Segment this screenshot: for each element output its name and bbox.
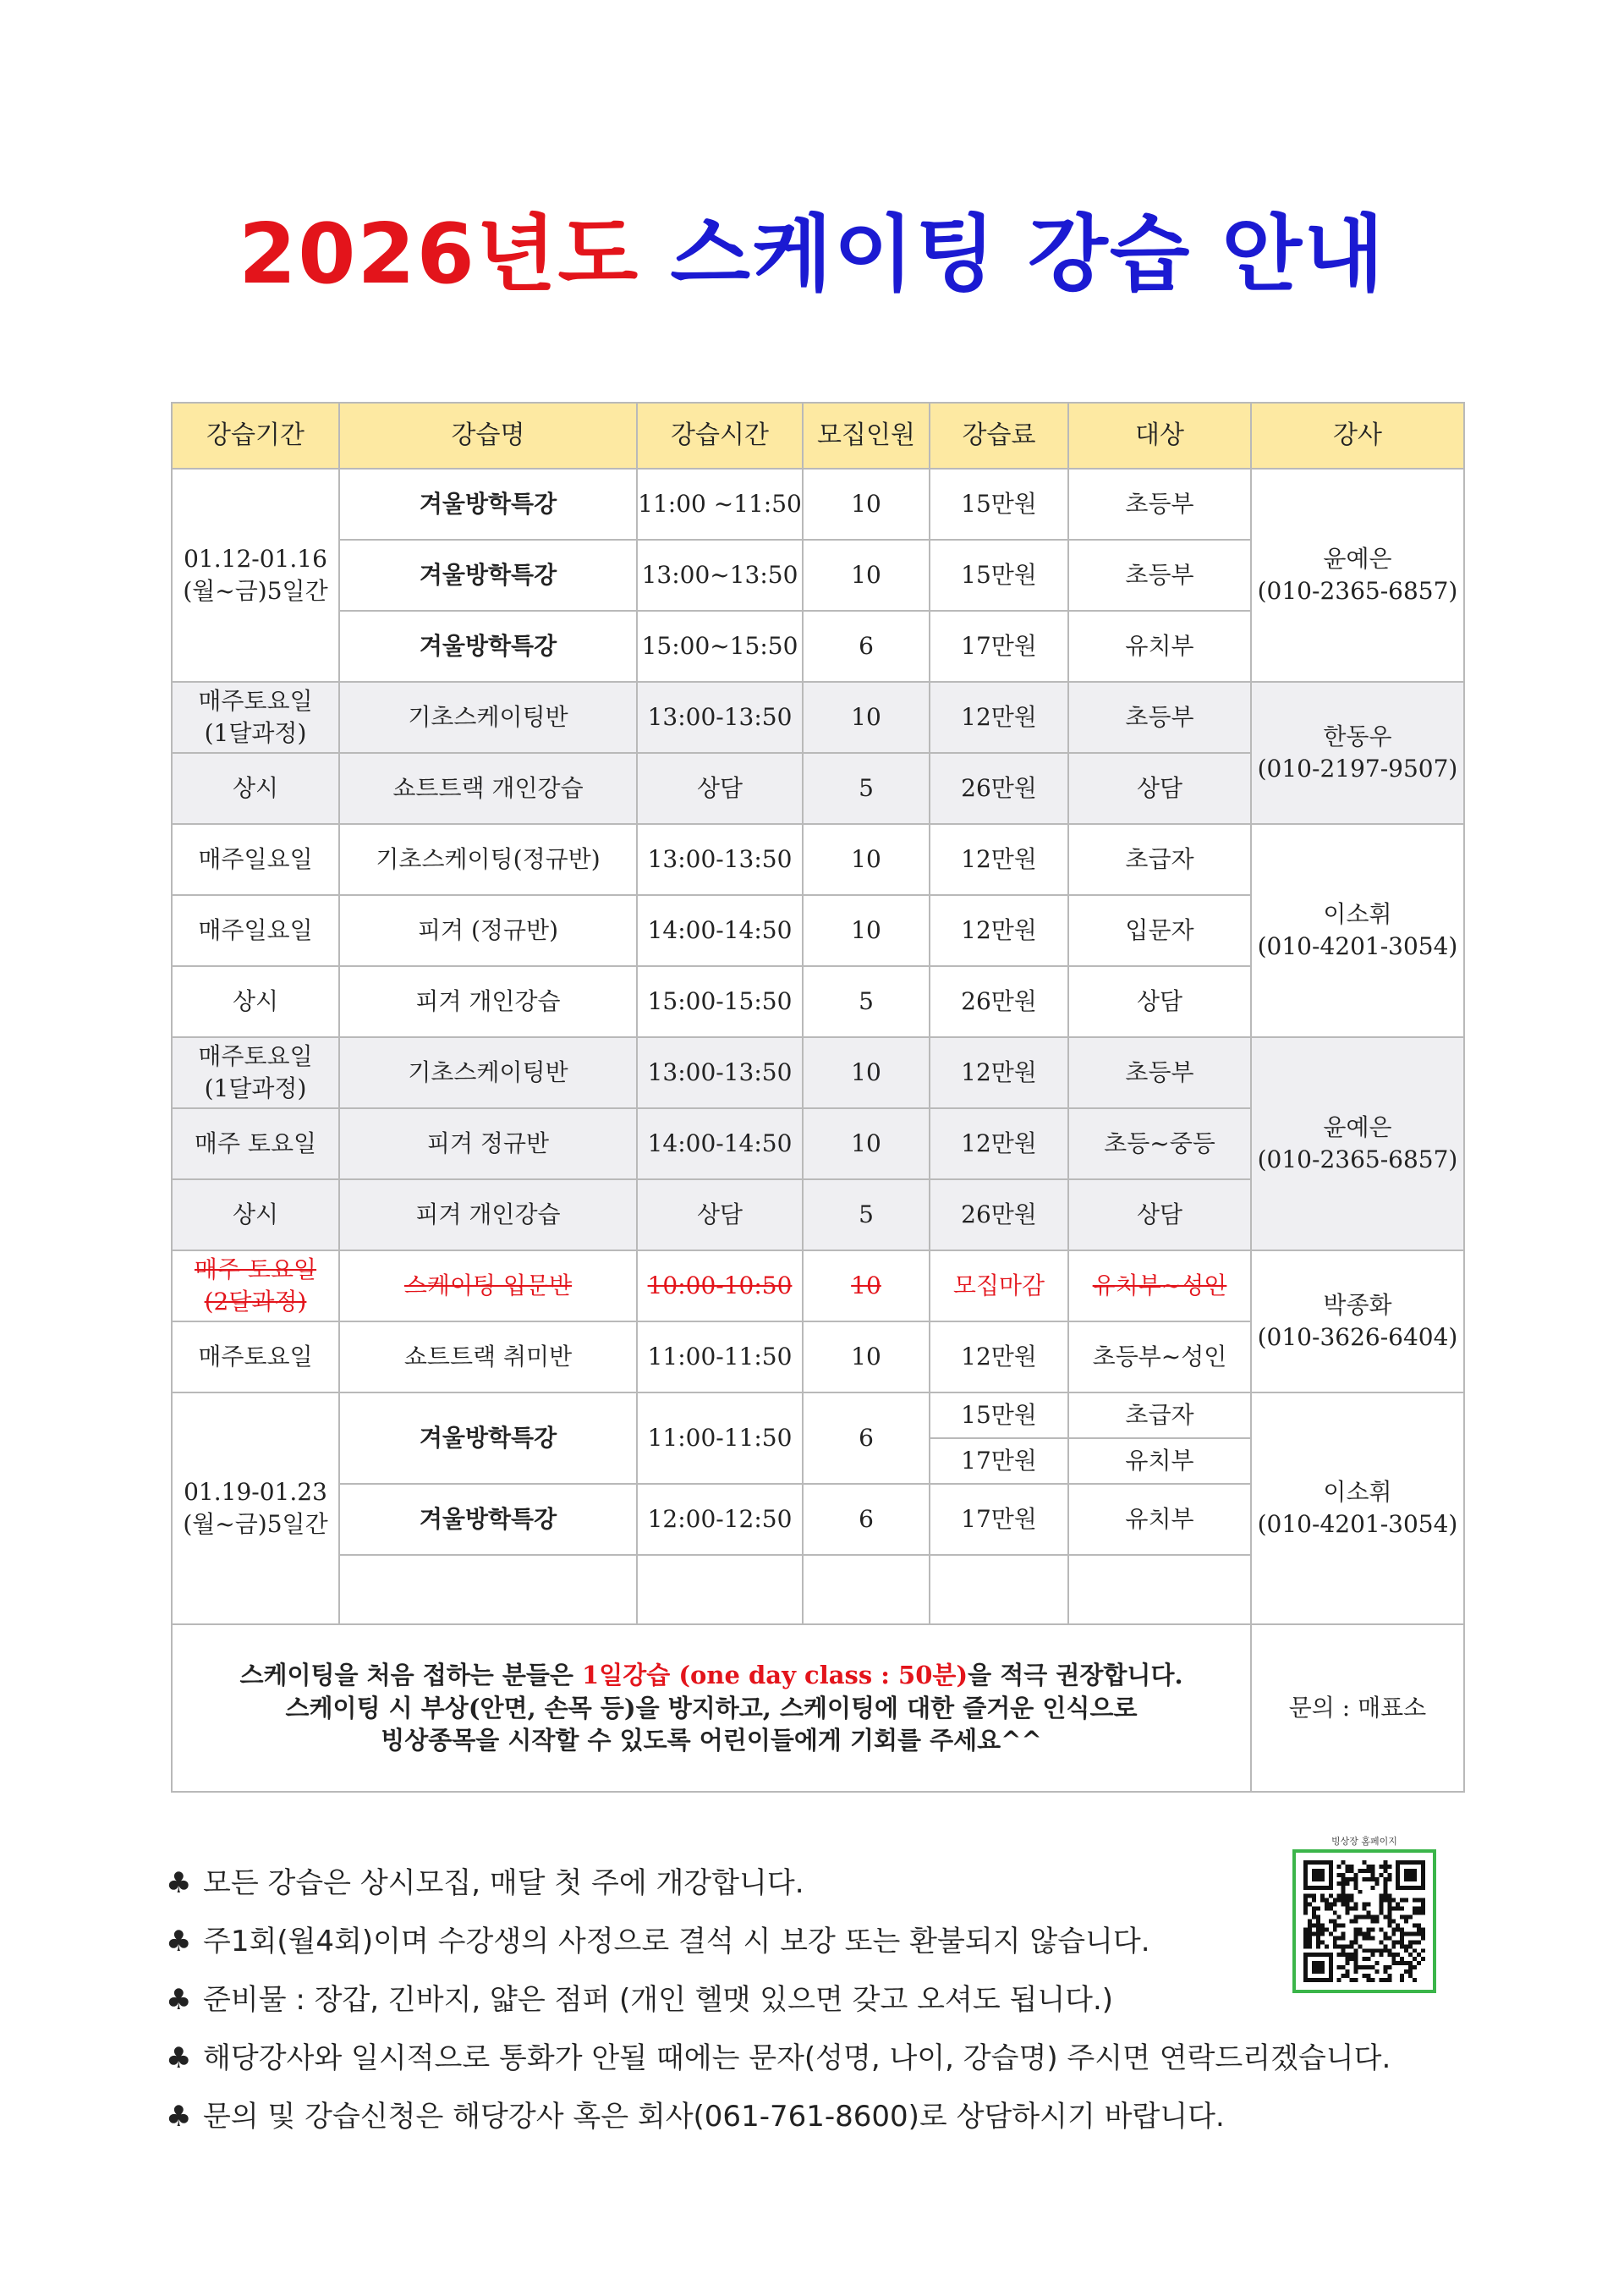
header-cell: 강습기간 xyxy=(172,403,339,469)
fee-cell: 15만원 xyxy=(930,540,1068,611)
period-cell xyxy=(172,1392,339,1624)
empty-cell xyxy=(803,1555,930,1624)
instructor-name: 박종화 xyxy=(1323,1291,1392,1320)
note-item xyxy=(166,2088,1451,2146)
notice-cell xyxy=(172,1624,1251,1792)
instructor-cell xyxy=(1251,469,1464,682)
period-cell: 매주일요일 xyxy=(172,824,339,895)
class-name-cell: 피겨 개인강습 xyxy=(339,1179,637,1250)
instructor-cell xyxy=(1251,1250,1464,1392)
time-cell: 상담 xyxy=(637,753,803,824)
note-item xyxy=(166,1854,1451,1913)
time-cell: 12:00-12:50 xyxy=(637,1484,803,1555)
note-text: 주1회(월4회)이며 수강생의 사정으로 결석 시 보강 또는 환불되지 않습니다. xyxy=(203,1925,1150,1958)
class-name-cell: 스케이팅 입문반 xyxy=(339,1250,637,1321)
target-cell: 입문자 xyxy=(1068,895,1251,966)
instructor-phone: (010-4201-3054) xyxy=(1257,932,1458,960)
period-text: 매주 토요일 xyxy=(194,1255,317,1284)
class-name-cell: 기초스케이팅반 xyxy=(339,682,637,753)
instructor-phone: (010-4201-3054) xyxy=(1257,1510,1458,1538)
time-cell: 11:00 ~11:50 xyxy=(637,469,803,540)
note-text: 모든 강습은 상시모집, 매달 첫 주에 개강합니다. xyxy=(203,1866,804,1900)
count-cell: 5 xyxy=(803,966,930,1037)
target-cell: 초등부 xyxy=(1068,540,1251,611)
target-cell: 초등~중등 xyxy=(1068,1108,1251,1179)
period-text: 매주토요일 xyxy=(198,1042,313,1071)
schedule-table xyxy=(171,402,1465,1793)
table-row xyxy=(172,469,1464,540)
period-text: 01.19-01.23 xyxy=(184,1478,327,1507)
count-cell: 5 xyxy=(803,1179,930,1250)
time-cell: 11:00-11:50 xyxy=(637,1321,803,1392)
class-name-cell: 피겨 (정규반) xyxy=(339,895,637,966)
table-header-row xyxy=(172,403,1464,469)
count-cell: 10 xyxy=(803,1321,930,1392)
fee-cell: 17만원 xyxy=(930,1484,1068,1555)
period-text: (1달과정) xyxy=(204,719,307,747)
count-cell: 10 xyxy=(803,682,930,753)
note-item xyxy=(166,1971,1451,2030)
instructor-phone: (010-2365-6857) xyxy=(1257,1145,1458,1173)
instructor-phone: (010-2365-6857) xyxy=(1257,577,1458,605)
table-row xyxy=(172,1037,1464,1108)
period-cell xyxy=(172,469,339,682)
fee-cell: 26만원 xyxy=(930,753,1068,824)
count-cell: 6 xyxy=(803,1392,930,1484)
time-cell: 13:00-13:50 xyxy=(637,824,803,895)
notice-text: 스케이팅을 처음 접하는 분들은 xyxy=(239,1661,583,1690)
table-row xyxy=(172,682,1464,753)
fee-cell: 12만원 xyxy=(930,1108,1068,1179)
club-bullet-icon: ♣ xyxy=(166,1866,192,1900)
fee-cell: 15만원 xyxy=(930,1392,1068,1438)
count-cell: 10 xyxy=(803,895,930,966)
target-cell: 상담 xyxy=(1068,1179,1251,1250)
qr-frame[interactable] xyxy=(1292,1849,1436,1993)
count-cell: 10 xyxy=(803,1108,930,1179)
qr-block xyxy=(1292,1834,1436,1993)
notice-text: 을 적극 권장합니다. xyxy=(968,1661,1183,1690)
period-text: (2달과정) xyxy=(204,1288,307,1316)
class-name-cell: 겨울방학특강 xyxy=(339,540,637,611)
title-name: 스케이팅 강습 안내 xyxy=(670,206,1385,303)
empty-cell xyxy=(339,1555,637,1624)
class-name-cell: 겨울방학특강 xyxy=(339,469,637,540)
class-name-cell: 기초스케이팅(정규반) xyxy=(339,824,637,895)
target-cell: 초등부~성인 xyxy=(1068,1321,1251,1392)
class-name-cell: 겨울방학특강 xyxy=(339,1392,637,1484)
club-bullet-icon: ♣ xyxy=(166,1925,192,1958)
class-name-cell: 쇼트트랙 개인강습 xyxy=(339,753,637,824)
period-text: (월~금)5일간 xyxy=(183,577,328,605)
qr-code-icon[interactable] xyxy=(1303,1860,1425,1982)
title-year: 2026년도 xyxy=(239,206,640,303)
fee-cell: 17만원 xyxy=(930,611,1068,682)
time-cell: 13:00-13:50 xyxy=(637,1037,803,1108)
time-cell: 13:00~13:50 xyxy=(637,540,803,611)
period-cell: 상시 xyxy=(172,1179,339,1250)
period-cell: 상시 xyxy=(172,966,339,1037)
instructor-cell xyxy=(1251,1392,1464,1624)
period-cell: 매주 토요일 xyxy=(172,1108,339,1179)
club-bullet-icon: ♣ xyxy=(166,2041,192,2075)
fee-cell: 12만원 xyxy=(930,895,1068,966)
instructor-name: 이소휘 xyxy=(1323,900,1392,929)
header-cell: 강습시간 xyxy=(637,403,803,469)
table-row xyxy=(172,824,1464,895)
period-cell xyxy=(172,1250,339,1321)
header-cell: 강습명 xyxy=(339,403,637,469)
club-bullet-icon: ♣ xyxy=(166,1983,192,2017)
period-text: 매주토요일 xyxy=(198,687,313,716)
time-cell: 14:00-14:50 xyxy=(637,895,803,966)
empty-cell xyxy=(930,1555,1068,1624)
class-name-cell: 겨울방학특강 xyxy=(339,611,637,682)
instructor-phone: (010-2197-9507) xyxy=(1257,755,1458,783)
fee-cell: 17만원 xyxy=(930,1438,1068,1484)
class-name-cell: 피겨 정규반 xyxy=(339,1108,637,1179)
instructor-name: 윤예은 xyxy=(1323,1113,1392,1142)
instructor-name: 한동우 xyxy=(1323,722,1392,751)
notice-text: 스케이팅 시 부상(안면, 손목 등)을 방지하고, 스케이팅에 대한 즐거운 인식으로 xyxy=(285,1693,1138,1722)
count-cell: 10 xyxy=(803,469,930,540)
time-cell: 15:00-15:50 xyxy=(637,966,803,1037)
fee-cell: 26만원 xyxy=(930,1179,1068,1250)
count-cell: 6 xyxy=(803,611,930,682)
count-cell: 10 xyxy=(803,824,930,895)
target-cell: 초등부 xyxy=(1068,469,1251,540)
count-cell: 10 xyxy=(803,1037,930,1108)
target-cell: 유치부 xyxy=(1068,1484,1251,1555)
note-text: 해당강사와 일시적으로 통화가 안될 때에는 문자(성명, 나이, 강습명) 주시면 연락드리겠습니다. xyxy=(203,2041,1391,2075)
header-cell: 모집인원 xyxy=(803,403,930,469)
notice-text: 빙상종목을 시작할 수 있도록 어린이들에게 기회를 주세요^^ xyxy=(381,1726,1042,1755)
fee-cell: 15만원 xyxy=(930,469,1068,540)
count-cell: 10 xyxy=(803,1250,930,1321)
closed-status-cell: 모집마감 xyxy=(930,1250,1068,1321)
time-cell: 14:00-14:50 xyxy=(637,1108,803,1179)
class-name-cell: 겨울방학특강 xyxy=(339,1484,637,1555)
table-row-closed xyxy=(172,1250,1464,1321)
target-cell: 유치부 xyxy=(1068,611,1251,682)
instructor-phone: (010-3626-6404) xyxy=(1257,1323,1458,1351)
fee-cell: 12만원 xyxy=(930,824,1068,895)
period-cell: 매주토요일 xyxy=(172,1321,339,1392)
note-item xyxy=(166,1913,1451,1971)
class-name-cell: 기초스케이팅반 xyxy=(339,1037,637,1108)
class-name-cell: 쇼트트랙 취미반 xyxy=(339,1321,637,1392)
class-name-cell: 피겨 개인강습 xyxy=(339,966,637,1037)
count-cell: 6 xyxy=(803,1484,930,1555)
qr-caption: 빙상장 홈페이지 xyxy=(1331,1836,1397,1847)
instructor-cell xyxy=(1251,682,1464,824)
period-cell xyxy=(172,682,339,753)
header-cell: 강사 xyxy=(1251,403,1464,469)
time-cell: 10:00-10:50 xyxy=(637,1250,803,1321)
time-cell: 11:00-11:50 xyxy=(637,1392,803,1484)
note-text: 준비물 : 장갑, 긴바지, 얇은 점퍼 (개인 헬맷 있으면 갖고 오셔도 됩니다.) xyxy=(203,1983,1114,2017)
notice-row xyxy=(172,1624,1464,1792)
period-text: 01.12-01.16 xyxy=(184,545,327,574)
count-cell: 10 xyxy=(803,540,930,611)
header-cell: 강습료 xyxy=(930,403,1068,469)
target-cell: 상담 xyxy=(1068,966,1251,1037)
club-bullet-icon: ♣ xyxy=(166,2100,192,2134)
target-cell: 초급자 xyxy=(1068,1392,1251,1438)
time-cell: 13:00-13:50 xyxy=(637,682,803,753)
target-cell: 유치부 xyxy=(1068,1438,1251,1484)
fee-cell: 12만원 xyxy=(930,1037,1068,1108)
period-text: (월~금)5일간 xyxy=(183,1510,328,1538)
time-cell: 15:00~15:50 xyxy=(637,611,803,682)
target-cell: 초등부 xyxy=(1068,682,1251,753)
period-cell xyxy=(172,1037,339,1108)
instructor-cell xyxy=(1251,824,1464,1037)
fee-cell: 12만원 xyxy=(930,1321,1068,1392)
period-text: (1달과정) xyxy=(204,1074,307,1102)
empty-cell xyxy=(637,1555,803,1624)
instructor-name: 윤예은 xyxy=(1323,545,1392,574)
page-title xyxy=(0,206,1624,303)
time-cell: 상담 xyxy=(637,1179,803,1250)
target-cell: 유치부~성인 xyxy=(1068,1250,1251,1321)
target-cell: 초급자 xyxy=(1068,824,1251,895)
target-cell: 상담 xyxy=(1068,753,1251,824)
count-cell: 5 xyxy=(803,753,930,824)
period-cell: 매주일요일 xyxy=(172,895,339,966)
table-row xyxy=(172,1392,1464,1438)
notes-list xyxy=(166,1854,1451,2146)
note-text: 문의 및 강습신청은 해당강사 혹은 회사(061-761-8600)로 상담하시기 바랍니다. xyxy=(203,2100,1225,2134)
instructor-cell xyxy=(1251,1037,1464,1250)
fee-cell: 26만원 xyxy=(930,966,1068,1037)
instructor-name: 이소휘 xyxy=(1323,1478,1392,1507)
inquiry-cell: 문의 : 매표소 xyxy=(1251,1624,1464,1792)
header-cell: 대상 xyxy=(1068,403,1251,469)
empty-cell xyxy=(1068,1555,1251,1624)
target-cell: 초등부 xyxy=(1068,1037,1251,1108)
fee-cell: 12만원 xyxy=(930,682,1068,753)
notice-highlight: 1일강습 (one day class : 50분) xyxy=(582,1661,968,1690)
note-item xyxy=(166,2030,1451,2088)
period-cell: 상시 xyxy=(172,753,339,824)
